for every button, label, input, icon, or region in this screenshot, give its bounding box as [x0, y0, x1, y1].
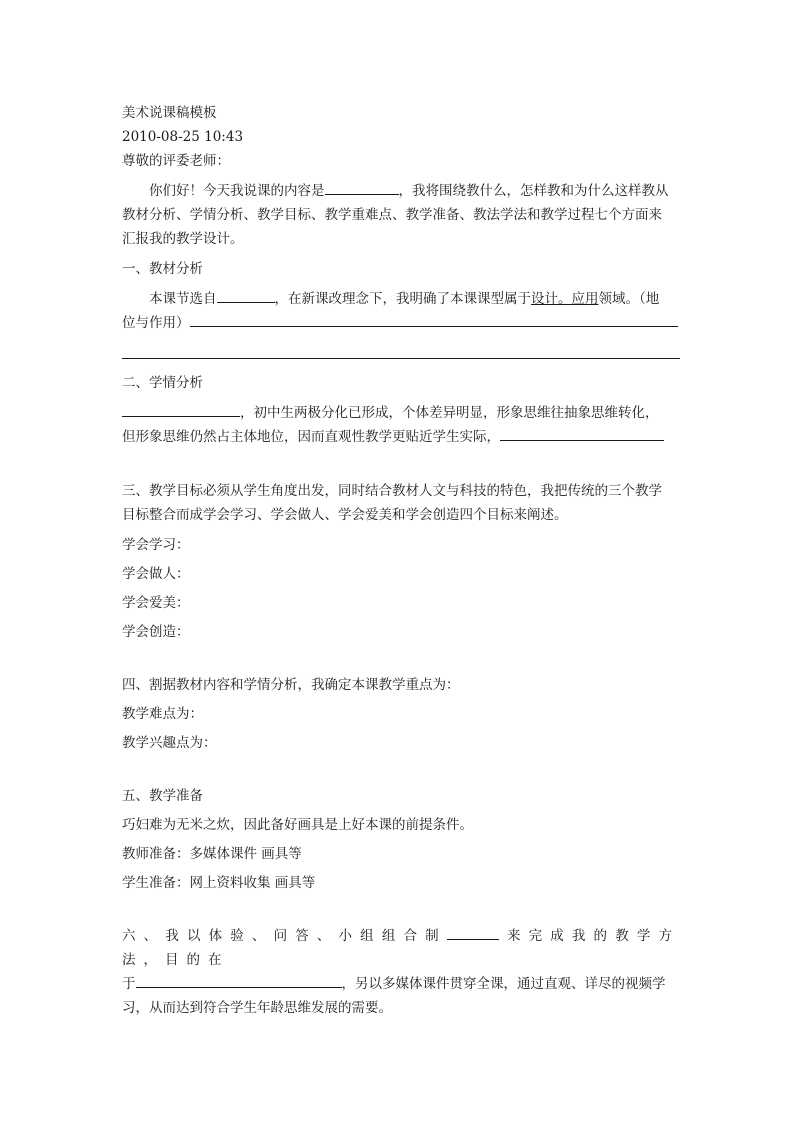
doc-date: 2010-08-25 10:43: [122, 129, 244, 145]
doc-title: 美术说课稿模板: [122, 105, 217, 121]
section-2-line-1: ，初中生两极分化已形成，个体差异明显，形象思维往抽象思维转化，: [122, 401, 680, 425]
intro-line-3: 汇报我的教学设计。: [122, 231, 244, 247]
salutation: 尊敬的评委老师：: [122, 153, 230, 169]
fill-blank: [122, 401, 240, 417]
section-3-line-2: 目标整合而成学会学习、学会做人、学会爱美和学会创造四个目标来阐述。: [122, 507, 568, 523]
fill-blank: [190, 311, 678, 327]
section-1-line-1: 本课节选自 ，在新课改理念下，我明确了本课课型属于设计。应用领域。（地: [122, 287, 680, 311]
section-1-heading: 一、教材分析: [122, 261, 203, 277]
section-5-item: 教师准备：多媒体课件 画具等: [122, 846, 302, 862]
section-4-item: 教学难点为：: [122, 706, 203, 722]
section-6-line-3: 习，从而达到符合学生年龄思维发展的需要。: [122, 1000, 392, 1016]
goal-item: 学会创造：: [122, 624, 190, 640]
section-3-line-1: 三、教学目标必须从学生角度出发，同时结合教材人文与科技的特色，我把传统的三个教学: [122, 483, 662, 499]
document-body: [122, 101, 680, 1020]
fill-blank: [217, 287, 275, 303]
section-5-item: 巧妇难为无米之炊，因此备好画具是上好本课的前提条件。: [122, 817, 473, 833]
section-2-line-2: 但形象思维仍然占主体地位，因而直观性教学更贴近学生实际，: [122, 425, 680, 449]
section-4-line-1: 四、割据教材内容和学情分析，我确定本课教学重点为：: [122, 677, 460, 693]
section-1-line-2: 位与作用）: [122, 311, 680, 335]
fill-blank: [325, 179, 399, 195]
goal-item: 学会爱美：: [122, 595, 190, 611]
section-4-item: 教学兴趣点为：: [122, 735, 217, 751]
fill-blank: [136, 972, 342, 988]
section-2-heading: 二、学情分析: [122, 375, 203, 391]
section-6-line-2: 于 ，另以多媒体课件贯穿全课，通过直观、详尽的视频学: [122, 972, 680, 996]
section-6-line-1: 六、我以体验、问答、小组组合制 来完成我的教学方法，目的在: [122, 924, 680, 972]
fill-blank: [500, 425, 664, 441]
intro-paragraph: 你们好！今天我说课的内容是 ，我将围绕教什么，怎样教和为什么这样教从: [122, 179, 680, 203]
goal-item: 学会学习：: [122, 537, 190, 553]
section-5-heading: 五、教学准备: [122, 788, 203, 804]
fill-blank: [447, 924, 499, 940]
intro-line-2: 教材分析、学情分析、教学目标、教学重难点、教学准备、教法学法和教学过程七个方面来: [122, 207, 662, 223]
goal-item: 学会做人：: [122, 566, 190, 582]
section-5-item: 学生准备：网上资料收集 画具等: [122, 875, 316, 891]
